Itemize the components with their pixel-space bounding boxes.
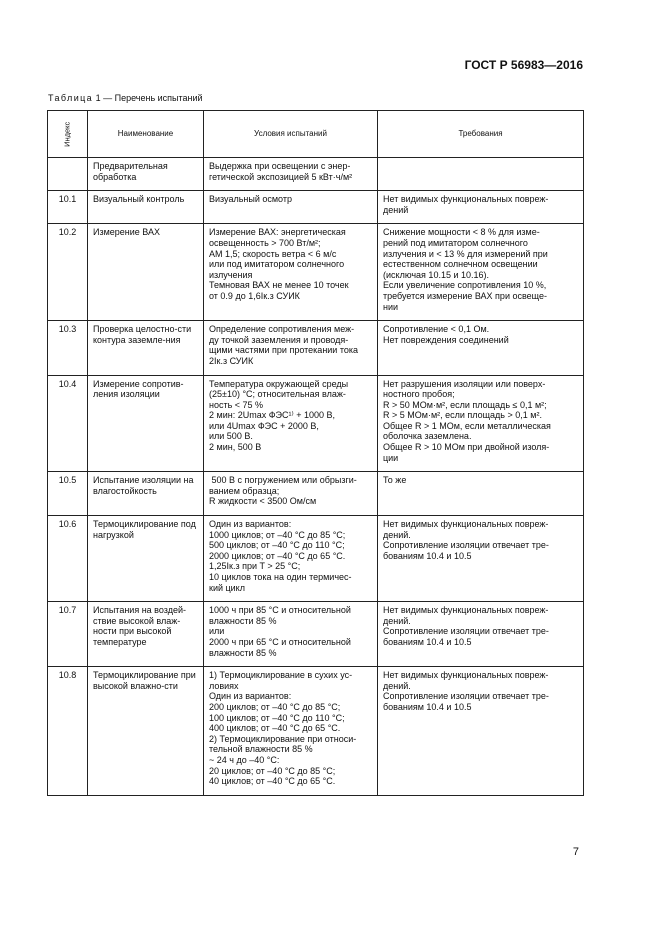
row-requirements bbox=[378, 224, 584, 321]
conditions-line: тельной влажности 85 % bbox=[209, 744, 313, 755]
conditions-line: 2 мин: 2Umax ФЭС¹⁾ + 1000 В, bbox=[209, 410, 335, 421]
conditions-line: 20 циклов; от –40 °С до 85 °С; bbox=[209, 765, 336, 776]
conditions-line: 500 циклов; от –40 °С до 110 °С; bbox=[209, 540, 345, 551]
conditions-line: 100 циклов; от –40 °С до 110 °С; bbox=[209, 712, 345, 723]
requirements-line: Нет видимых функциональных повреж- bbox=[383, 194, 549, 205]
row-index: 10.8 bbox=[48, 667, 88, 796]
row-test-name: Испытание изоляции на влагостойкость bbox=[88, 472, 204, 516]
requirements-line: дений. bbox=[383, 529, 411, 540]
table-row bbox=[48, 667, 584, 796]
conditions-line: Темновая ВАХ не менее 10 точек bbox=[209, 280, 349, 291]
row-test-name: Предварительная обработка bbox=[88, 158, 204, 191]
conditions-line: 1) Термоциклирование в сухих ус- bbox=[209, 670, 353, 681]
table-caption bbox=[48, 93, 203, 103]
conditions-line: 1000 циклов; от –40 °С до 85 °С; bbox=[209, 529, 346, 540]
row-test-name: Термоциклирование при высокой влажно-сти bbox=[88, 667, 204, 796]
table-row bbox=[48, 321, 584, 375]
requirements-line: естественном солнечном освещении bbox=[383, 259, 538, 270]
conditions-line: ~ 24 ч до –40 °С: bbox=[209, 754, 280, 765]
conditions-line: щими частями при протекании тока bbox=[209, 345, 359, 356]
conditions-line: или 4Umax ФЭС + 2000 В, bbox=[209, 420, 319, 431]
conditions-line: Определение сопротивления меж- bbox=[209, 324, 355, 335]
requirements-line: Сопротивление изоляции отвечает тре- bbox=[383, 540, 549, 551]
conditions-line: Измерение ВАХ: энергетическая bbox=[209, 227, 346, 238]
conditions-line: 200 циклов; от –40 °С до 85 °С; bbox=[209, 701, 341, 712]
col-header-requirements: Требования bbox=[378, 111, 584, 158]
conditions-line: 2) Термоциклирование при относи- bbox=[209, 733, 357, 744]
requirements-line: Сопротивление < 0,1 Ом. bbox=[383, 324, 490, 335]
table-row bbox=[48, 516, 584, 602]
row-index: 10.7 bbox=[48, 602, 88, 667]
row-test-name: Проверка целостно-сти контура заземле-ния bbox=[88, 321, 204, 375]
caption-rest: 1 — Перечень испытаний bbox=[93, 93, 203, 103]
requirements-line: Снижение мощности < 8 % для изме- bbox=[383, 227, 540, 238]
conditions-line: 2000 циклов; от –40 °С до 65 °С. bbox=[209, 550, 346, 561]
requirements-line: ции bbox=[383, 452, 399, 463]
table-body bbox=[48, 158, 584, 796]
page-number: 7 bbox=[572, 846, 579, 858]
requirements-line: Нет видимых функциональных повреж- bbox=[383, 519, 549, 530]
row-requirements bbox=[378, 602, 584, 667]
requirements-line: требуется измерение ВАХ при освеще- bbox=[383, 290, 547, 301]
conditions-line: ность < 75 % bbox=[209, 399, 264, 410]
requirements-line: ностного пробоя; bbox=[383, 389, 455, 400]
row-conditions bbox=[204, 191, 378, 224]
requirements-line: бованиям 10.4 и 10.5 bbox=[383, 701, 472, 712]
conditions-line: Выдержка при освещении с энер- bbox=[209, 161, 351, 171]
row-index: 10.4 bbox=[48, 375, 88, 472]
requirements-line: дений bbox=[383, 204, 409, 215]
requirements-line: R > 5 МОм·м², если площадь > 0,1 м². bbox=[383, 410, 542, 421]
conditions-line: 2000 ч при 65 °С и относительной bbox=[209, 636, 351, 647]
row-index: 10.3 bbox=[48, 321, 88, 375]
row-conditions bbox=[204, 602, 378, 667]
requirements-line: Общее R > 1 МОм, если металлическая bbox=[383, 420, 551, 431]
table-row bbox=[48, 375, 584, 472]
tests-table bbox=[47, 110, 584, 796]
conditions-line: освещенность > 700 Вт/м²; bbox=[209, 237, 321, 248]
conditions-line: 1,25Iк.з при T > 25 °С; bbox=[209, 561, 301, 572]
conditions-line: кий цикл bbox=[209, 582, 245, 593]
col-header-conditions: Условия испытаний bbox=[204, 111, 378, 158]
conditions-line: 10 циклов тока на один термичес- bbox=[209, 572, 352, 582]
conditions-line: ловиях bbox=[209, 680, 239, 691]
caption-prefix: Таблица bbox=[48, 93, 94, 103]
table-row bbox=[48, 158, 584, 191]
conditions-line: излучения bbox=[209, 269, 253, 280]
row-conditions bbox=[204, 667, 378, 796]
conditions-line: или 500 В. bbox=[209, 431, 253, 442]
requirements-line: Нет повреждения соединений bbox=[383, 334, 509, 345]
row-requirements bbox=[378, 667, 584, 796]
row-index: 10.2 bbox=[48, 224, 88, 321]
row-conditions bbox=[204, 224, 378, 321]
conditions-line: R жидкости < 3500 Ом/см bbox=[209, 496, 317, 507]
row-requirements bbox=[378, 321, 584, 375]
conditions-line: (25±10) °С; относительная влаж- bbox=[209, 389, 346, 400]
requirements-line: оболочка заземлена. bbox=[383, 431, 472, 442]
row-requirements bbox=[378, 158, 584, 191]
row-conditions bbox=[204, 472, 378, 516]
conditions-line: 2Iк.з СУИК bbox=[209, 355, 254, 366]
requirements-line: бованиям 10.4 и 10.5 bbox=[383, 550, 472, 561]
conditions-line: влажности 85 % bbox=[209, 615, 277, 626]
conditions-line: АМ 1,5; скорость ветра < 6 м/с bbox=[209, 248, 337, 259]
requirements-line: Нет видимых функциональных повреж- bbox=[383, 670, 549, 681]
row-requirements bbox=[378, 516, 584, 602]
table-row bbox=[48, 472, 584, 516]
conditions-line: Визуальный осмотр bbox=[209, 194, 292, 205]
requirements-line: То же bbox=[383, 475, 407, 486]
row-requirements bbox=[378, 472, 584, 516]
conditions-line: влажности 85 % bbox=[209, 647, 277, 658]
table-row bbox=[48, 224, 584, 321]
requirements-line: дений. bbox=[383, 680, 411, 691]
requirements-line: Нет видимых функциональных повреж- bbox=[383, 605, 549, 616]
requirements-line: Сопротивление изоляции отвечает тре- bbox=[383, 691, 549, 702]
conditions-line: 1000 ч при 85 °С и относительной bbox=[209, 605, 351, 616]
standard-number: ГОСТ Р 56983—2016 bbox=[464, 58, 583, 72]
row-conditions bbox=[204, 516, 378, 602]
requirements-line: Нет разрушения изоляции или поверх- bbox=[383, 378, 546, 389]
row-test-name: Измерение ВАХ bbox=[88, 224, 204, 321]
requirements-line: Если увеличение сопротивления 10 %, bbox=[383, 280, 547, 291]
conditions-line: ванием образца; bbox=[209, 485, 280, 496]
conditions-line: ду точкой заземления и проводя- bbox=[209, 334, 349, 345]
row-index: 10.5 bbox=[48, 472, 88, 516]
conditions-line: Температура окружающей среды bbox=[209, 378, 349, 389]
requirements-line: (исключая 10.15 и 10.16). bbox=[383, 269, 490, 280]
row-index bbox=[48, 158, 88, 191]
conditions-line: или под имитатором солнечного bbox=[209, 259, 345, 270]
col-header-name: Наименование bbox=[88, 111, 204, 158]
table-header-row bbox=[48, 111, 584, 158]
row-conditions bbox=[204, 158, 378, 191]
row-requirements bbox=[378, 191, 584, 224]
table-row bbox=[48, 191, 584, 224]
row-conditions bbox=[204, 321, 378, 375]
requirements-line: Сопротивление изоляции отвечает тре- bbox=[383, 626, 549, 637]
conditions-line: 500 В с погружением или обрызги- bbox=[209, 475, 357, 486]
requirements-line: излучения и < 13 % для измерений при bbox=[383, 248, 548, 259]
conditions-line: 40 циклов; от –40 °С до 65 °С. bbox=[209, 776, 336, 787]
conditions-line: или bbox=[209, 626, 225, 637]
conditions-line: от 0.9 до 1,6Iк.з СУИК bbox=[209, 290, 300, 301]
requirements-line: Общее R > 10 МОм при двойной изоля- bbox=[383, 442, 550, 453]
row-requirements bbox=[378, 375, 584, 472]
table-row bbox=[48, 602, 584, 667]
row-test-name: Визуальный контроль bbox=[88, 191, 204, 224]
row-conditions bbox=[204, 375, 378, 472]
row-test-name: Термоциклирование под нагрузкой bbox=[88, 516, 204, 602]
requirements-line: R > 50 МОм·м², если площадь ≤ 0,1 м²; bbox=[383, 399, 547, 410]
col-header-index bbox=[48, 111, 88, 158]
conditions-line: 2 мин, 500 В bbox=[209, 442, 262, 453]
conditions-line: 400 циклов; от –40 °С до 65 °С. bbox=[209, 723, 341, 734]
requirements-line: бованиям 10.4 и 10.5 bbox=[383, 636, 472, 647]
row-index: 10.6 bbox=[48, 516, 88, 602]
row-index: 10.1 bbox=[48, 191, 88, 224]
row-test-name: Измерение сопротив-ления изоляции bbox=[88, 375, 204, 472]
col-header-index-label: Индекс bbox=[62, 121, 72, 147]
conditions-line: Один из вариантов: bbox=[209, 691, 292, 702]
row-test-name: Испытания на воздей-ствие высокой влаж-ности при высокой температуре bbox=[88, 602, 204, 667]
conditions-line: Один из вариантов: bbox=[209, 519, 292, 530]
conditions-line: гетической экспозицией 5 кВт·ч/м² bbox=[209, 171, 353, 182]
requirements-line: рений под имитатором солнечного bbox=[383, 237, 528, 248]
requirements-line: нии bbox=[383, 301, 399, 312]
requirements-line: дений. bbox=[383, 615, 411, 626]
